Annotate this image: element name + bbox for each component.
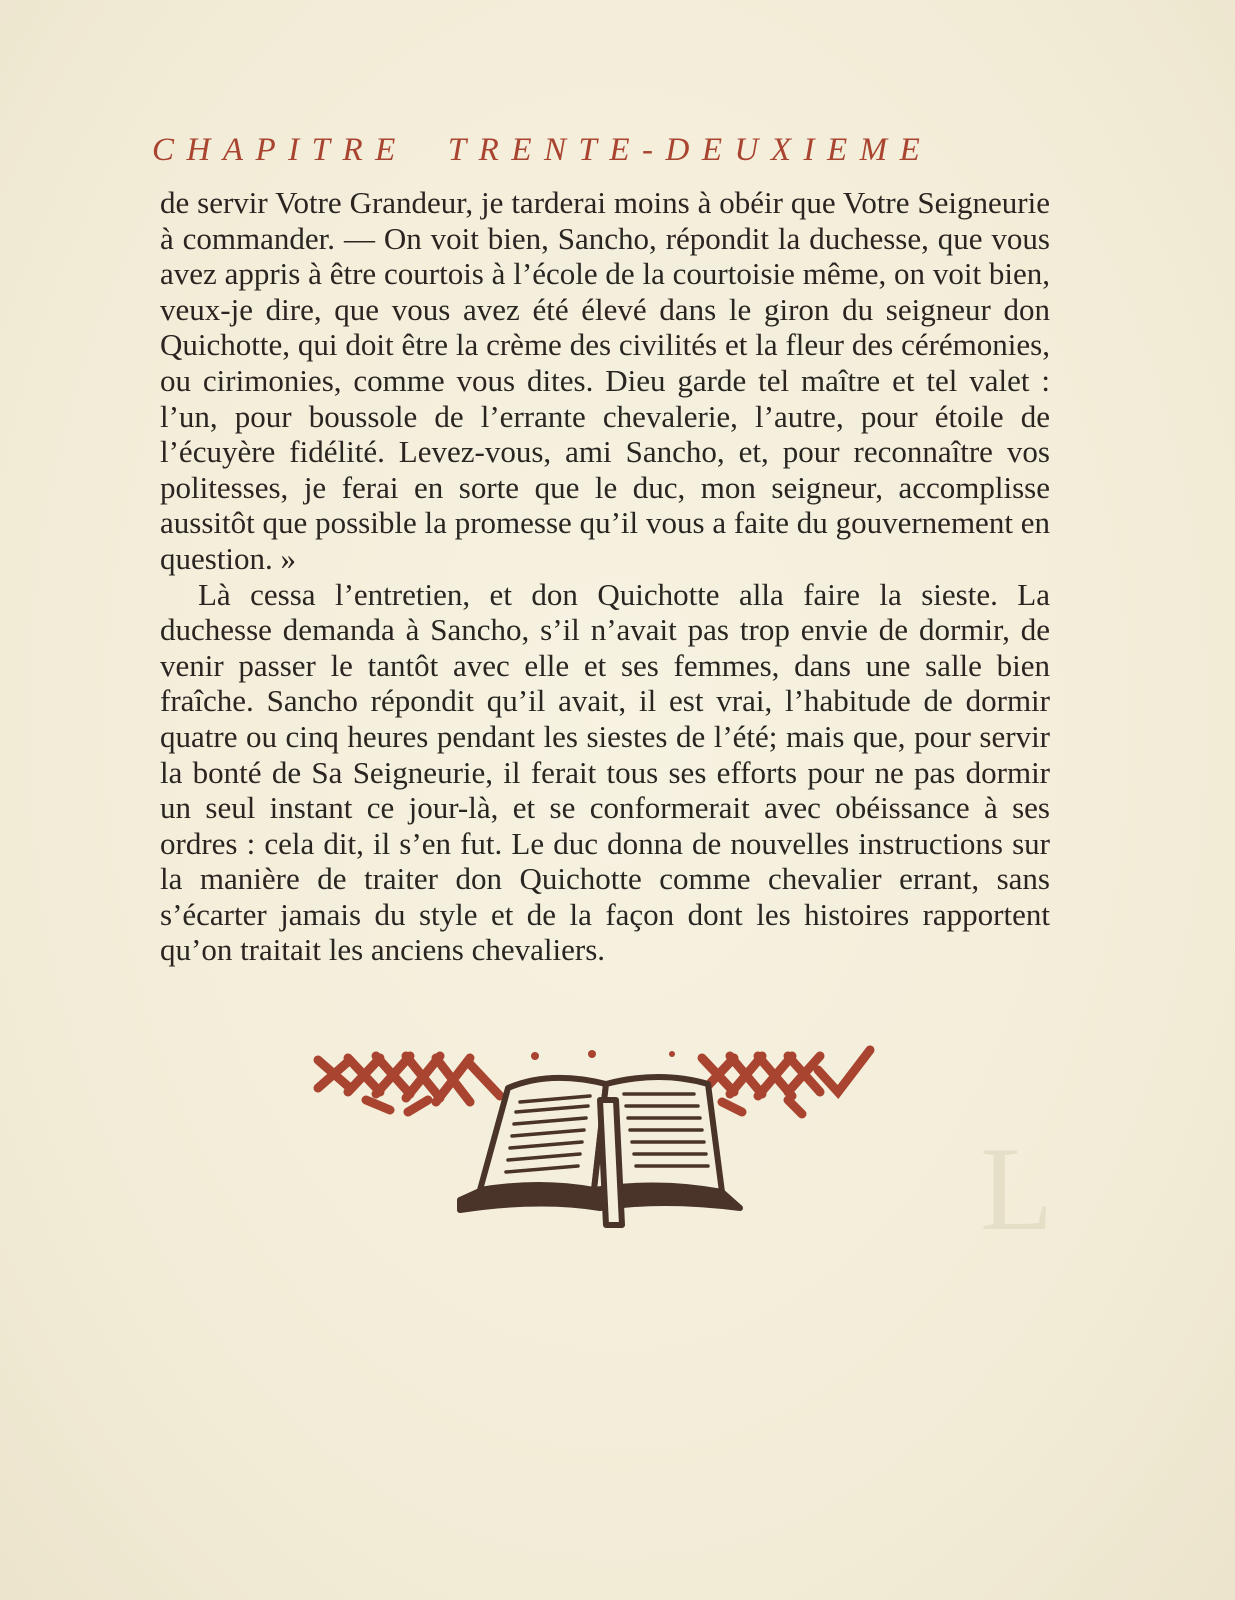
body-text — [160, 185, 1050, 968]
red-x-border-left — [318, 1056, 500, 1112]
book-icon — [460, 1077, 740, 1225]
running-head-number: TRENTE-DEUXIEME — [447, 132, 933, 168]
red-ticks-center — [531, 1050, 675, 1060]
paragraph-1: de servir Votre Grandeur, je tarderai moins à obéir que Votre Seigneurie à commander. — On voit bien, Sancho, répondit la duchesse, que vous avez appris à être courtois à l’école de la courtoisie même, on voit bien, veux-je dire, que vous avez été élevé dans le giron du seigneur don Quichotte, qui doit être la crème des civilités et la fleur des cérémonies, ou cirimonies, comme vous dites. Dieu garde tel maître et tel valet : l’un, pour boussole de l’errante chevalerie, l’autre, pour étoile de l’écuyère fidélité. Levez-vous, ami Sancho, et, pour reconnaître vos politesses, je ferai en sorte que le duc, mon seigneur, accomplisse aussitôt que possible la promesse qu’il vous a faite du gouvernement en question. » — [160, 185, 1050, 576]
red-x-border-right — [702, 1050, 870, 1114]
paragraph-2: Là cessa l’entretien, et don Quichotte alla faire la sieste. La duchesse demanda à Sancho, s’il n’avait pas trop envie de dormir, de venir passer le tantôt avec elle et ses femmes, dans une salle bien fraîche. Sancho répondit qu’il avait, il est vrai, l’habitude de dormir quatre ou cinq heures pendant les siestes de l’été; mais que, pour servir la bonté de Sa Seigneurie, il ferait tous ses efforts pour ne pas dormir un seul instant ce jour-là, et se conformerait avec obéissance à ses ordres : cela dit, il s’en fut. Le duc donna de nouvelles instructions sur la manière de traiter don Quichotte comme chevalier errant, sans s’écarter jamais du style et de la façon dont les histoires rapportent qu’on traitait les anciens chevaliers. — [160, 576, 1050, 968]
open-book-vignette — [310, 1040, 900, 1240]
running-head — [152, 132, 1052, 169]
running-head-chapter: CHAPITRE — [152, 132, 408, 168]
show-through-letter: L — [980, 1122, 1054, 1255]
